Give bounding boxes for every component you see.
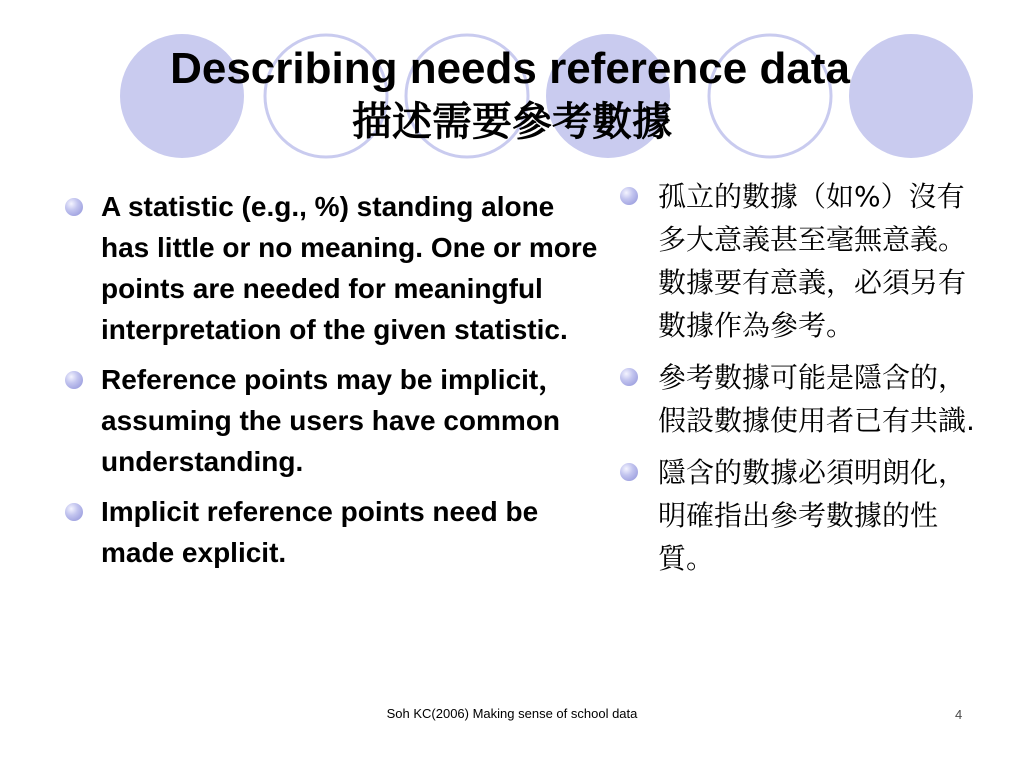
bullet-text: A statistic (e.g., %) standing alone has little or no meaning. One or more points are needed for meaningful interpretation of the given statistic. [101,191,598,345]
bullet-icon [65,371,83,389]
footer-citation: Soh KC(2006) Making sense of school data [386,706,638,721]
bullet-text: Implicit reference points need be made explicit. [101,496,539,568]
bullet-item [65,359,600,482]
bullet-icon [620,187,638,205]
bullet-text: 參考數據可能是隱含的，假設數據使用者已有共識. [658,361,975,437]
bullet-icon [620,463,638,481]
bullet-icon [620,368,638,386]
bullet-text: Reference points may be implicit， assuming the users have common understanding. [101,364,567,477]
bullet-icon [65,503,83,521]
bullet-item [620,175,980,347]
chinese-bullet-list [620,175,980,589]
bullet-item [620,451,980,580]
title-block [0,44,1024,146]
slide-subtitle: 描述需要參考數據 [352,99,672,145]
bullet-text: 隱含的數據必須明朗化，明確指出參考數據的性質。 [658,456,967,575]
bullet-item [620,356,980,442]
bullet-item [65,491,600,573]
page-number: 4 [955,707,963,722]
bullet-item [65,186,600,350]
english-bullet-list [65,186,600,582]
bullet-text: 孤立的數據（如%）沒有多大意義甚至毫無意義。數據要有意義，必須另有數據作為參考。 [658,180,967,342]
bullet-icon [65,198,83,216]
slide-title: Describing needs reference data [170,44,850,93]
